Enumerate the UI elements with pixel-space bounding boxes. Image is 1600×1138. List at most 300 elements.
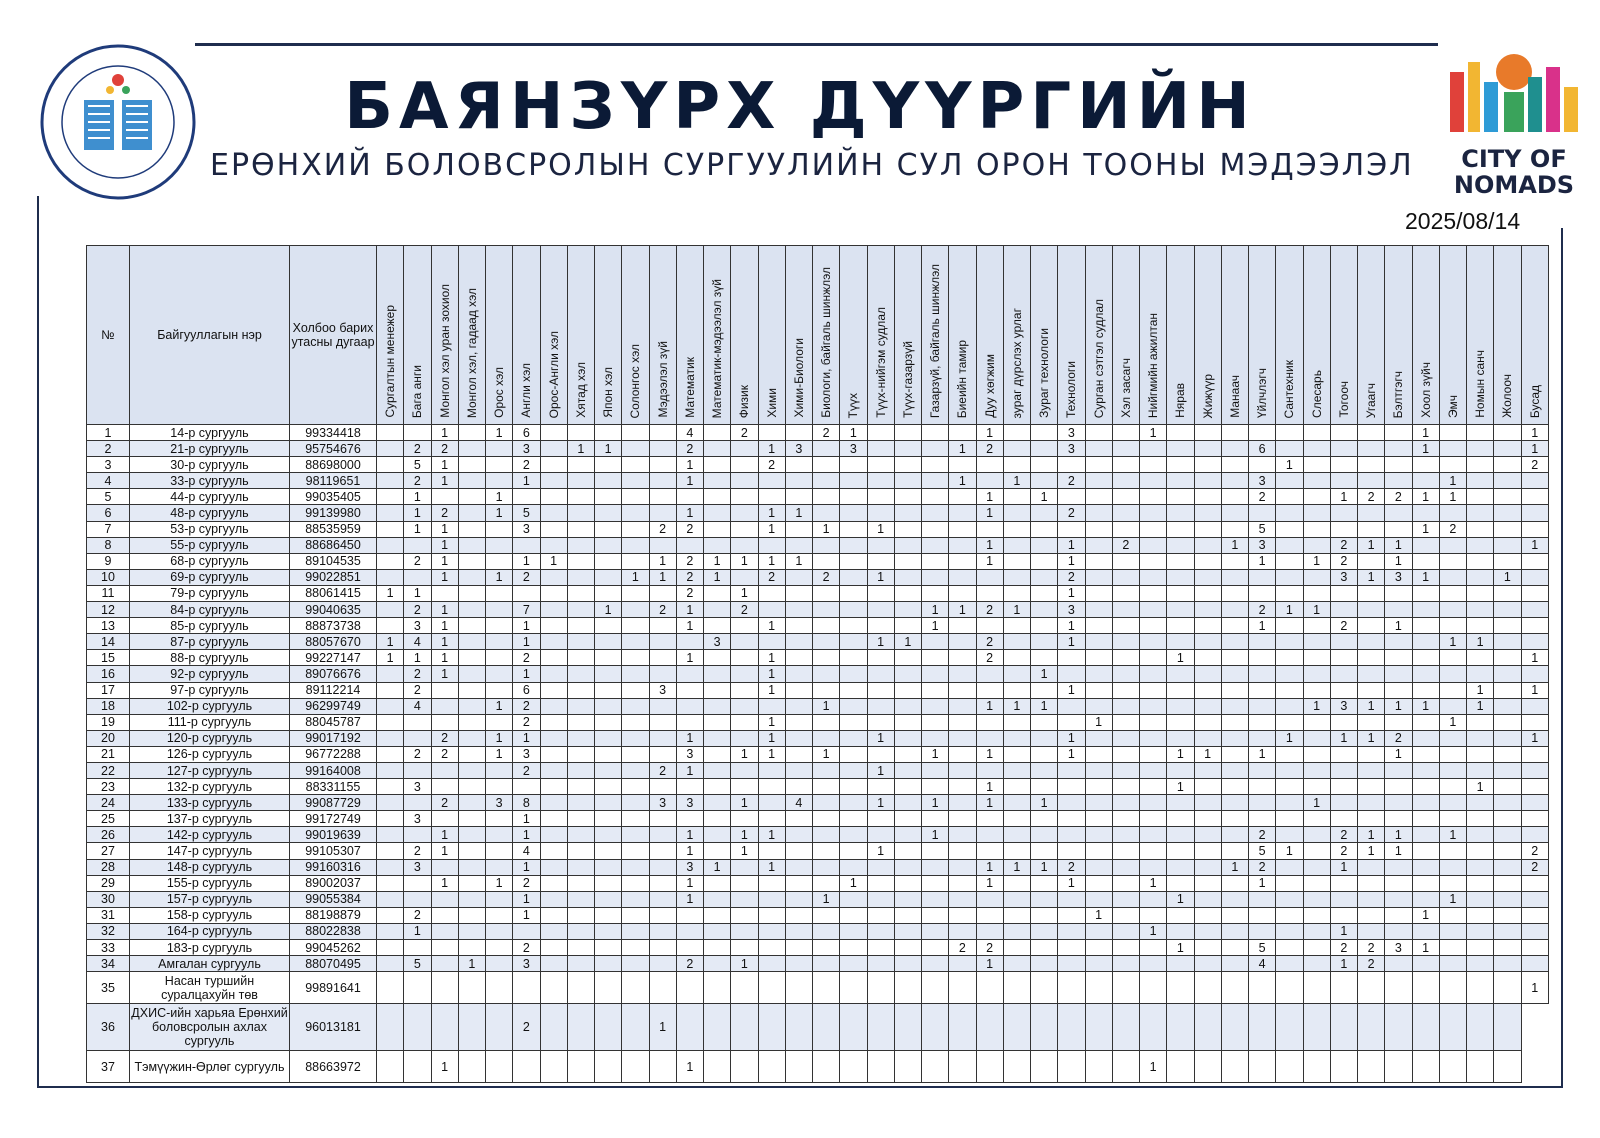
vacancy-count [1167, 698, 1194, 714]
vacancy-count [1112, 585, 1139, 601]
vacancy-count [567, 907, 594, 923]
school-name: 30-р сургууль [130, 457, 290, 473]
vacancy-count [1385, 779, 1412, 795]
vacancy-count [1358, 762, 1385, 778]
vacancy-count [1412, 585, 1439, 601]
vacancy-count: 1 [377, 634, 404, 650]
vacancy-count [976, 569, 1003, 585]
vacancy-count [1003, 682, 1030, 698]
vacancy-count [513, 923, 540, 939]
vacancy-count [1439, 457, 1466, 473]
vacancy-count [840, 602, 867, 618]
vacancy-count [1140, 569, 1167, 585]
vacancy-count [840, 634, 867, 650]
vacancy-count: 1 [813, 891, 840, 907]
table-row [87, 505, 1549, 521]
vacancy-count [704, 795, 731, 811]
row-number: 16 [87, 666, 130, 682]
vacancy-count: 1 [1521, 425, 1549, 441]
vacancy-count [922, 811, 949, 827]
vacancy-count [840, 891, 867, 907]
vacancy-count [976, 762, 1003, 778]
column-header [704, 246, 731, 425]
vacancy-count [1221, 843, 1248, 859]
vacancy-count [622, 795, 649, 811]
column-header [649, 246, 676, 425]
vacancy-count [1521, 827, 1549, 843]
vacancy-count: 1 [404, 521, 431, 537]
vacancy-count [622, 923, 649, 939]
vacancy-count: 1 [676, 473, 703, 489]
vacancy-count [894, 537, 921, 553]
vacancy-count [785, 843, 812, 859]
vacancy-count [1221, 569, 1248, 585]
vacancy-count [1140, 489, 1167, 505]
vacancy-count [1085, 795, 1112, 811]
school-name: 55-р сургууль [130, 537, 290, 553]
school-name: 111-р сургууль [130, 714, 290, 730]
vacancy-count [1112, 875, 1139, 891]
vacancy-count [486, 1051, 513, 1083]
phone-number: 89076676 [290, 666, 377, 682]
vacancy-count [949, 730, 976, 746]
vacancy-count [622, 602, 649, 618]
column-header [1303, 246, 1330, 425]
school-name: 92-р сургууль [130, 666, 290, 682]
vacancy-count: 1 [867, 843, 894, 859]
vacancy-count [595, 972, 622, 1004]
vacancy-count [1303, 779, 1330, 795]
vacancy-count [894, 940, 921, 956]
vacancy-count [1112, 956, 1139, 972]
vacancy-count [404, 569, 431, 585]
vacancy-count [922, 1051, 949, 1083]
vacancy-count [758, 956, 785, 972]
vacancy-count [731, 891, 758, 907]
vacancy-count: 1 [513, 811, 540, 827]
vacancy-count: 1 [758, 650, 785, 666]
vacancy-count [458, 698, 485, 714]
vacancy-count [458, 585, 485, 601]
vacancy-count [458, 907, 485, 923]
school-name: 69-р сургууль [130, 569, 290, 585]
vacancy-count [840, 827, 867, 843]
vacancy-count [1194, 441, 1221, 457]
vacancy-count [1221, 779, 1248, 795]
vacancy-count [540, 650, 567, 666]
vacancy-count [622, 730, 649, 746]
vacancy-count [540, 811, 567, 827]
vacancy-count [867, 940, 894, 956]
column-header-label: Жолооч [1500, 374, 1515, 418]
row-number: 2 [87, 441, 130, 457]
vacancy-count: 1 [949, 473, 976, 489]
vacancy-count [1167, 875, 1194, 891]
school-name: 133-р сургууль [130, 795, 290, 811]
row-number: 3 [87, 457, 130, 473]
vacancy-count [922, 634, 949, 650]
vacancy-count [595, 714, 622, 730]
vacancy-count [1276, 569, 1303, 585]
vacancy-count: 2 [404, 682, 431, 698]
row-number: 25 [87, 811, 130, 827]
vacancy-count [1276, 537, 1303, 553]
vacancy-count [1249, 972, 1276, 1004]
vacancy-count [1003, 569, 1030, 585]
vacancy-count: 2 [649, 762, 676, 778]
phone-number: 88045787 [290, 714, 377, 730]
vacancy-count: 6 [513, 682, 540, 698]
vacancy-count [567, 940, 594, 956]
vacancy-count: 1 [758, 682, 785, 698]
vacancy-count [622, 425, 649, 441]
vacancy-count [894, 602, 921, 618]
vacancy-count: 1 [676, 891, 703, 907]
vacancy-count: 1 [758, 505, 785, 521]
column-header-label: зураг дүрслэх урлаг [1009, 307, 1024, 418]
vacancy-count [704, 666, 731, 682]
vacancy-count [1303, 843, 1330, 859]
vacancy-count [1221, 666, 1248, 682]
row-number: 11 [87, 585, 130, 601]
vacancy-count [785, 907, 812, 923]
vacancy-count [1194, 891, 1221, 907]
vacancy-count [458, 1051, 485, 1083]
vacancy-count: 3 [513, 441, 540, 457]
vacancy-count [567, 521, 594, 537]
column-header [1031, 246, 1058, 425]
vacancy-count [622, 666, 649, 682]
school-name: ДХИС-ийн харьяа Ерөнхий боловсролын ахлах сургууль [130, 1004, 290, 1051]
vacancy-count [976, 585, 1003, 601]
table-row [87, 859, 1549, 875]
vacancy-count [458, 569, 485, 585]
page-title: БАЯНЗҮРХ ДҮҮРГИЙН [344, 70, 1256, 144]
vacancy-count [486, 1004, 513, 1051]
vacancy-count [622, 585, 649, 601]
vacancy-count [1085, 811, 1112, 827]
vacancy-count [894, 972, 921, 1004]
column-header-label: Математик-мэдээлэл зүй [710, 278, 725, 418]
vacancy-count [540, 618, 567, 634]
phone-number: 99334418 [290, 425, 377, 441]
vacancy-count [785, 457, 812, 473]
vacancy-count [595, 1051, 622, 1083]
vacancy-table [86, 245, 1549, 1083]
vacancy-count [540, 425, 567, 441]
vacancy-count [1003, 634, 1030, 650]
vacancy-count [649, 537, 676, 553]
vacancy-count [649, 585, 676, 601]
vacancy-count [431, 585, 458, 601]
vacancy-count [649, 473, 676, 489]
vacancy-count [1358, 1004, 1385, 1051]
school-name: 183-р сургууль [130, 940, 290, 956]
vacancy-count [540, 762, 567, 778]
vacancy-count: 2 [1521, 457, 1549, 473]
table-row [87, 698, 1549, 714]
vacancy-count [1303, 859, 1330, 875]
vacancy-count [1439, 972, 1466, 1004]
vacancy-count [1521, 698, 1549, 714]
vacancy-count [1494, 827, 1521, 843]
vacancy-count: 1 [731, 585, 758, 601]
vacancy-count [1031, 585, 1058, 601]
vacancy-count [1330, 762, 1357, 778]
vacancy-count [1221, 441, 1248, 457]
vacancy-count: 5 [404, 956, 431, 972]
column-header [1221, 246, 1248, 425]
vacancy-count [813, 972, 840, 1004]
vacancy-count [758, 537, 785, 553]
vacancy-count [731, 730, 758, 746]
vacancy-count [758, 907, 785, 923]
vacancy-count [922, 714, 949, 730]
vacancy-count: 1 [1085, 714, 1112, 730]
vacancy-count [1494, 457, 1521, 473]
vacancy-count [731, 521, 758, 537]
vacancy-count: 3 [649, 795, 676, 811]
vacancy-count [1330, 521, 1357, 537]
vacancy-count: 1 [1303, 602, 1330, 618]
vacancy-count [922, 569, 949, 585]
vacancy-count [1521, 795, 1549, 811]
vacancy-count: 2 [431, 730, 458, 746]
vacancy-count [867, 972, 894, 1004]
vacancy-count [622, 457, 649, 473]
vacancy-count [840, 779, 867, 795]
vacancy-count [731, 762, 758, 778]
vacancy-count: 1 [785, 505, 812, 521]
vacancy-count [894, 682, 921, 698]
school-name: 88-р сургууль [130, 650, 290, 666]
vacancy-count [949, 779, 976, 795]
vacancy-count [540, 521, 567, 537]
column-header [1439, 246, 1466, 425]
vacancy-count: 1 [1058, 585, 1085, 601]
vacancy-count [1085, 891, 1112, 907]
vacancy-count [1467, 585, 1494, 601]
vacancy-count [894, 827, 921, 843]
column-header [595, 246, 622, 425]
vacancy-count [1221, 457, 1248, 473]
vacancy-count [1385, 425, 1412, 441]
vacancy-count [867, 682, 894, 698]
vacancy-count [1330, 972, 1357, 1004]
vacancy-count: 2 [1249, 859, 1276, 875]
vacancy-count [486, 891, 513, 907]
vacancy-count: 1 [1412, 521, 1439, 537]
vacancy-count: 3 [513, 521, 540, 537]
vacancy-count [867, 811, 894, 827]
vacancy-count [1467, 907, 1494, 923]
vacancy-count: 1 [976, 875, 1003, 891]
vacancy-count [1521, 811, 1549, 827]
vacancy-count [949, 827, 976, 843]
vacancy-count [976, 923, 1003, 939]
column-header [486, 246, 513, 425]
vacancy-count [1276, 634, 1303, 650]
vacancy-count [1140, 779, 1167, 795]
vacancy-count [1221, 730, 1248, 746]
vacancy-count [1385, 585, 1412, 601]
vacancy-count [1167, 1004, 1194, 1051]
vacancy-count [1221, 553, 1248, 569]
vacancy-count [622, 811, 649, 827]
vacancy-count [540, 891, 567, 907]
vacancy-count [704, 762, 731, 778]
phone-number: 99139980 [290, 505, 377, 521]
vacancy-count [1276, 940, 1303, 956]
vacancy-count [540, 585, 567, 601]
vacancy-count: 1 [976, 553, 1003, 569]
vacancy-count [567, 762, 594, 778]
vacancy-count [1112, 891, 1139, 907]
vacancy-count [567, 537, 594, 553]
vacancy-count [649, 1051, 676, 1083]
vacancy-count [622, 972, 649, 1004]
vacancy-count: 1 [486, 489, 513, 505]
vacancy-count [922, 666, 949, 682]
vacancy-count [458, 425, 485, 441]
vacancy-count [1003, 618, 1030, 634]
vacancy-count [1330, 425, 1357, 441]
vacancy-count: 1 [1031, 859, 1058, 875]
vacancy-count [622, 618, 649, 634]
vacancy-count [595, 843, 622, 859]
vacancy-count: 2 [1521, 859, 1549, 875]
vacancy-count [1412, 682, 1439, 698]
vacancy-count [1085, 585, 1112, 601]
vacancy-count [1276, 859, 1303, 875]
vacancy-count [622, 956, 649, 972]
row-number: 21 [87, 746, 130, 762]
vacancy-count [1358, 650, 1385, 666]
vacancy-count: 1 [1221, 537, 1248, 553]
vacancy-count [676, 779, 703, 795]
vacancy-count [377, 956, 404, 972]
vacancy-count: 2 [649, 602, 676, 618]
vacancy-count: 1 [1494, 569, 1521, 585]
vacancy-count [1140, 666, 1167, 682]
vacancy-count [1303, 666, 1330, 682]
vacancy-count [540, 779, 567, 795]
vacancy-count [1303, 923, 1330, 939]
vacancy-count [377, 537, 404, 553]
vacancy-count [1521, 875, 1549, 891]
column-header-label: Манаач [1227, 375, 1242, 418]
vacancy-count [1358, 1051, 1385, 1083]
vacancy-count [1194, 956, 1221, 972]
vacancy-count [813, 843, 840, 859]
vacancy-count: 2 [813, 569, 840, 585]
vacancy-count [649, 972, 676, 1004]
vacancy-count: 2 [1330, 827, 1357, 843]
vacancy-count [458, 891, 485, 907]
vacancy-count [1412, 1051, 1439, 1083]
vacancy-count [431, 714, 458, 730]
vacancy-count [949, 1004, 976, 1051]
vacancy-count [758, 425, 785, 441]
vacancy-count: 1 [731, 827, 758, 843]
vacancy-count [1085, 762, 1112, 778]
vacancy-count [840, 521, 867, 537]
vacancy-count [1330, 441, 1357, 457]
column-header [513, 246, 540, 425]
vacancy-count [976, 457, 1003, 473]
vacancy-count: 1 [1249, 746, 1276, 762]
vacancy-count [785, 1051, 812, 1083]
vacancy-count [1385, 811, 1412, 827]
vacancy-count: 1 [513, 907, 540, 923]
vacancy-count [567, 585, 594, 601]
vacancy-count [922, 489, 949, 505]
vacancy-count [540, 795, 567, 811]
column-header-label: Нийгмийн ажилтан [1146, 312, 1161, 418]
row-number: 24 [87, 795, 130, 811]
vacancy-count [758, 1004, 785, 1051]
vacancy-count [567, 682, 594, 698]
vacancy-count: 1 [1358, 537, 1385, 553]
vacancy-count: 1 [1358, 827, 1385, 843]
vacancy-count [867, 537, 894, 553]
vacancy-count [1112, 923, 1139, 939]
vacancy-count [1221, 746, 1248, 762]
column-header [1467, 246, 1494, 425]
vacancy-count [1467, 730, 1494, 746]
vacancy-count [867, 859, 894, 875]
vacancy-count [758, 585, 785, 601]
vacancy-count [1276, 618, 1303, 634]
vacancy-count [731, 537, 758, 553]
column-header-label: Номын санч [1473, 350, 1488, 418]
phone-number: 88331155 [290, 779, 377, 795]
vacancy-count [1412, 827, 1439, 843]
vacancy-count: 1 [513, 618, 540, 634]
vacancy-count [922, 875, 949, 891]
vacancy-count [1112, 795, 1139, 811]
vacancy-count [377, 907, 404, 923]
vacancy-count [458, 650, 485, 666]
vacancy-count [1276, 811, 1303, 827]
vacancy-count [1194, 1004, 1221, 1051]
vacancy-count [486, 602, 513, 618]
row-number: 1 [87, 425, 130, 441]
table-row [87, 1051, 1549, 1083]
vacancy-count [1194, 537, 1221, 553]
vacancy-count: 1 [758, 827, 785, 843]
school-name: 147-р сургууль [130, 843, 290, 859]
vacancy-count: 3 [513, 956, 540, 972]
phone-number: 88070495 [290, 956, 377, 972]
vacancy-count: 1 [595, 441, 622, 457]
vacancy-count [431, 891, 458, 907]
vacancy-count [1194, 779, 1221, 795]
vacancy-count [731, 618, 758, 634]
vacancy-count [404, 940, 431, 956]
vacancy-count: 1 [758, 666, 785, 682]
vacancy-count [894, 585, 921, 601]
column-header-label: Слесарь [1309, 370, 1324, 418]
vacancy-count [1167, 602, 1194, 618]
column-header-label: Бага анги [410, 364, 425, 418]
vacancy-count [1494, 843, 1521, 859]
vacancy-count: 1 [758, 859, 785, 875]
vacancy-count [1058, 714, 1085, 730]
vacancy-count [840, 505, 867, 521]
vacancy-count [595, 569, 622, 585]
vacancy-count [813, 875, 840, 891]
